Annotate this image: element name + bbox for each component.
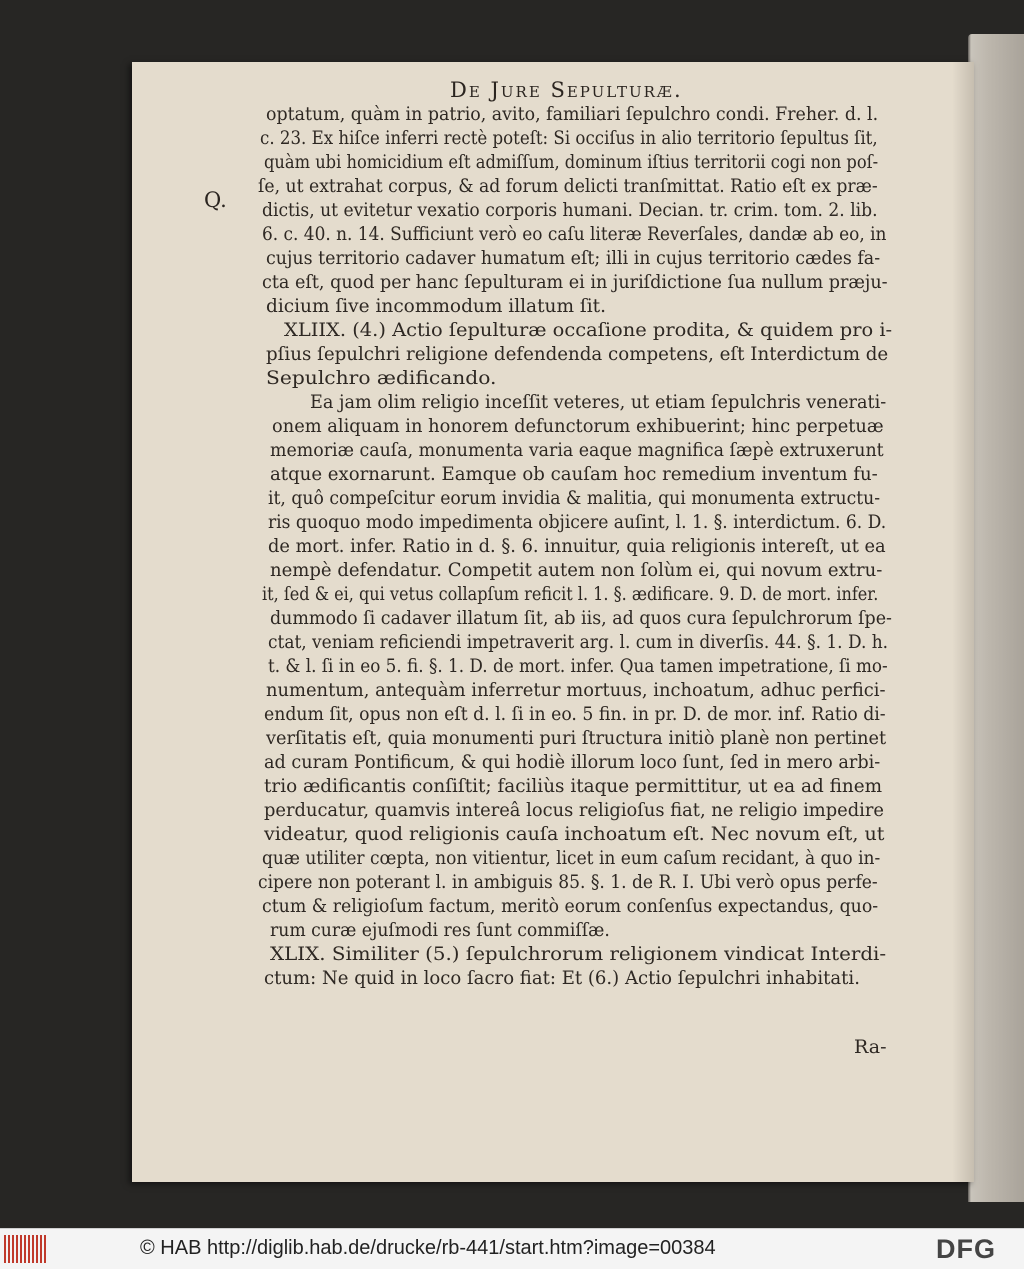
- text-line: dicium ſive incommodum illatum ſit.: [266, 295, 606, 317]
- text-line: ris quoquo modo impedimenta objicere auſint, l. 1. §. interdictum. 6. D.: [268, 511, 887, 533]
- text-line: verſitatis eſt, quia monumenti puri ſtructura initiò planè non pertinet: [266, 727, 887, 749]
- text-line: it, quô compeſcitur eorum invidia & malitia, qui monumenta extructu-: [268, 487, 881, 509]
- running-title: De Jure Sepulturæ.: [450, 78, 683, 102]
- text-line: perducatur, quamvis intereâ locus religioſus fiat, ne religio impedire: [264, 799, 884, 821]
- text-line: t. & l. ſi in eo 5. fi. §. 1. D. de mort. infer. Qua tamen impetratione, ſi mo-: [268, 655, 888, 677]
- text-line: cipere non poterant l. in ambiguis 85. §. 1. de R. I. Ubi verò opus perfe-: [258, 871, 878, 893]
- text-line: ctum & religioſum factum, meritò eorum conſenſus expectandus, quo-: [262, 895, 879, 917]
- text-line: cta eſt, quod per hanc ſepulturam ei in juriſdictione ſua nullum præju-: [262, 271, 888, 293]
- catchword: Ra-: [854, 1036, 887, 1058]
- marginal-letter: Q.: [204, 188, 227, 212]
- text-line: onem aliquam in honorem defunctorum exhibuerint; hinc perpetuæ: [272, 415, 884, 437]
- text-line: ad curam Pontificum, & qui hodiè illorum loco ſunt, ſed in mero arbi-: [264, 751, 881, 773]
- text-line: quæ utiliter cœpta, non vitientur, licet in eum caſum recidant, à quo in-: [262, 847, 881, 869]
- text-line: de mort. infer. Ratio in d. §. 6. innuitur, quia religionis intereſt, ut ea: [268, 535, 886, 557]
- text-line: Ea jam olim religio inceſſit veteres, ut etiam ſepulchris venerati-: [310, 391, 887, 413]
- footer-bar: [0, 1228, 1024, 1269]
- text-line: trio ædificantis conſiſtit; faciliùs itaque permittitur, ut ea ad finem: [264, 775, 883, 797]
- hab-barcode-logo-icon: [4, 1235, 46, 1263]
- text-line: ctum: Ne quid in loco ſacro fiat: Et (6.) Actio ſepulchri inhabitati.: [264, 967, 860, 989]
- text-line: nempè defendatur. Competit autem non ſolùm ei, qui novum extru-: [270, 559, 883, 581]
- text-line: ſe, ut extrahat corpus, & ad forum delicti tranſmittat. Ratio eſt ex præ-: [258, 175, 878, 197]
- text-line: it, ſed & ei, qui vetus collapſum reficit l. 1. §. ædificare. 9. D. de mort. infer.: [262, 583, 879, 605]
- adjacent-page-edge: [968, 34, 1024, 1202]
- credit-url[interactable]: © HAB http://diglib.hab.de/drucke/rb-441/start.htm?image=00384: [140, 1237, 716, 1259]
- text-line: rum curæ ejuſmodi res ſunt commiſſæ.: [270, 919, 610, 941]
- text-line: XLIIX. (4.) Actio ſepulturæ occaſione prodita, & quidem pro i-: [284, 319, 893, 341]
- text-line: memoriæ cauſa, monumenta varia eaque magnifica ſæpè extruxerunt: [270, 439, 884, 461]
- text-line: dictis, ut evitetur vexatio corporis humani. Decian. tr. crim. tom. 2. lib.: [262, 199, 878, 221]
- text-line: numentum, antequàm inferretur mortuus, inchoatum, adhuc perfici-: [266, 679, 886, 701]
- text-line: cujus territorio cadaver humatum eſt; illi in cujus territorio cædes fa-: [266, 247, 881, 269]
- text-line: endum ſit, opus non eſt d. l. ſi in eo. 5 fin. in pr. D. de mor. inf. Ratio di-: [264, 703, 886, 725]
- text-line: ctat, veniam reficiendi impetraverit arg. l. cum in diverſis. 44. §. 1. D. h.: [268, 631, 889, 653]
- text-line: dummodo ſi cadaver illatum ſit, ab iis, ad quos cura ſepulchrorum ſpe-: [270, 607, 892, 629]
- text-line: XLIX. Similiter (5.) ſepulchrorum religionem vindicat Interdi-: [270, 943, 887, 965]
- text-line: Sepulchro ædificando.: [266, 367, 497, 389]
- text-line: pſius ſepulchri religione defendenda competens, eſt Interdictum de: [266, 343, 889, 365]
- text-line: c. 23. Ex hiſce inferri rectè poteſt: Si occiſus in alio territorio ſepultus ſit,: [260, 127, 878, 149]
- text-line: atque exornarunt. Eamque ob cauſam hoc remedium inventum fu-: [270, 463, 878, 485]
- text-line: optatum, quàm in patrio, avito, familiari ſepulchro condi. Freher. d. l.: [266, 103, 879, 125]
- dfg-logo: DFG: [936, 1234, 996, 1264]
- text-line: 6. c. 40. n. 14. Sufficiunt verò eo caſu literæ Reverſales, dandæ ab eo, in: [262, 223, 887, 245]
- text-line: quàm ubi homicidium eſt admiſſum, dominum iſtius territorii cogi non poſ-: [264, 151, 879, 173]
- text-line: videatur, quod religionis cauſa inchoatum eſt. Nec novum eſt, ut: [264, 823, 885, 845]
